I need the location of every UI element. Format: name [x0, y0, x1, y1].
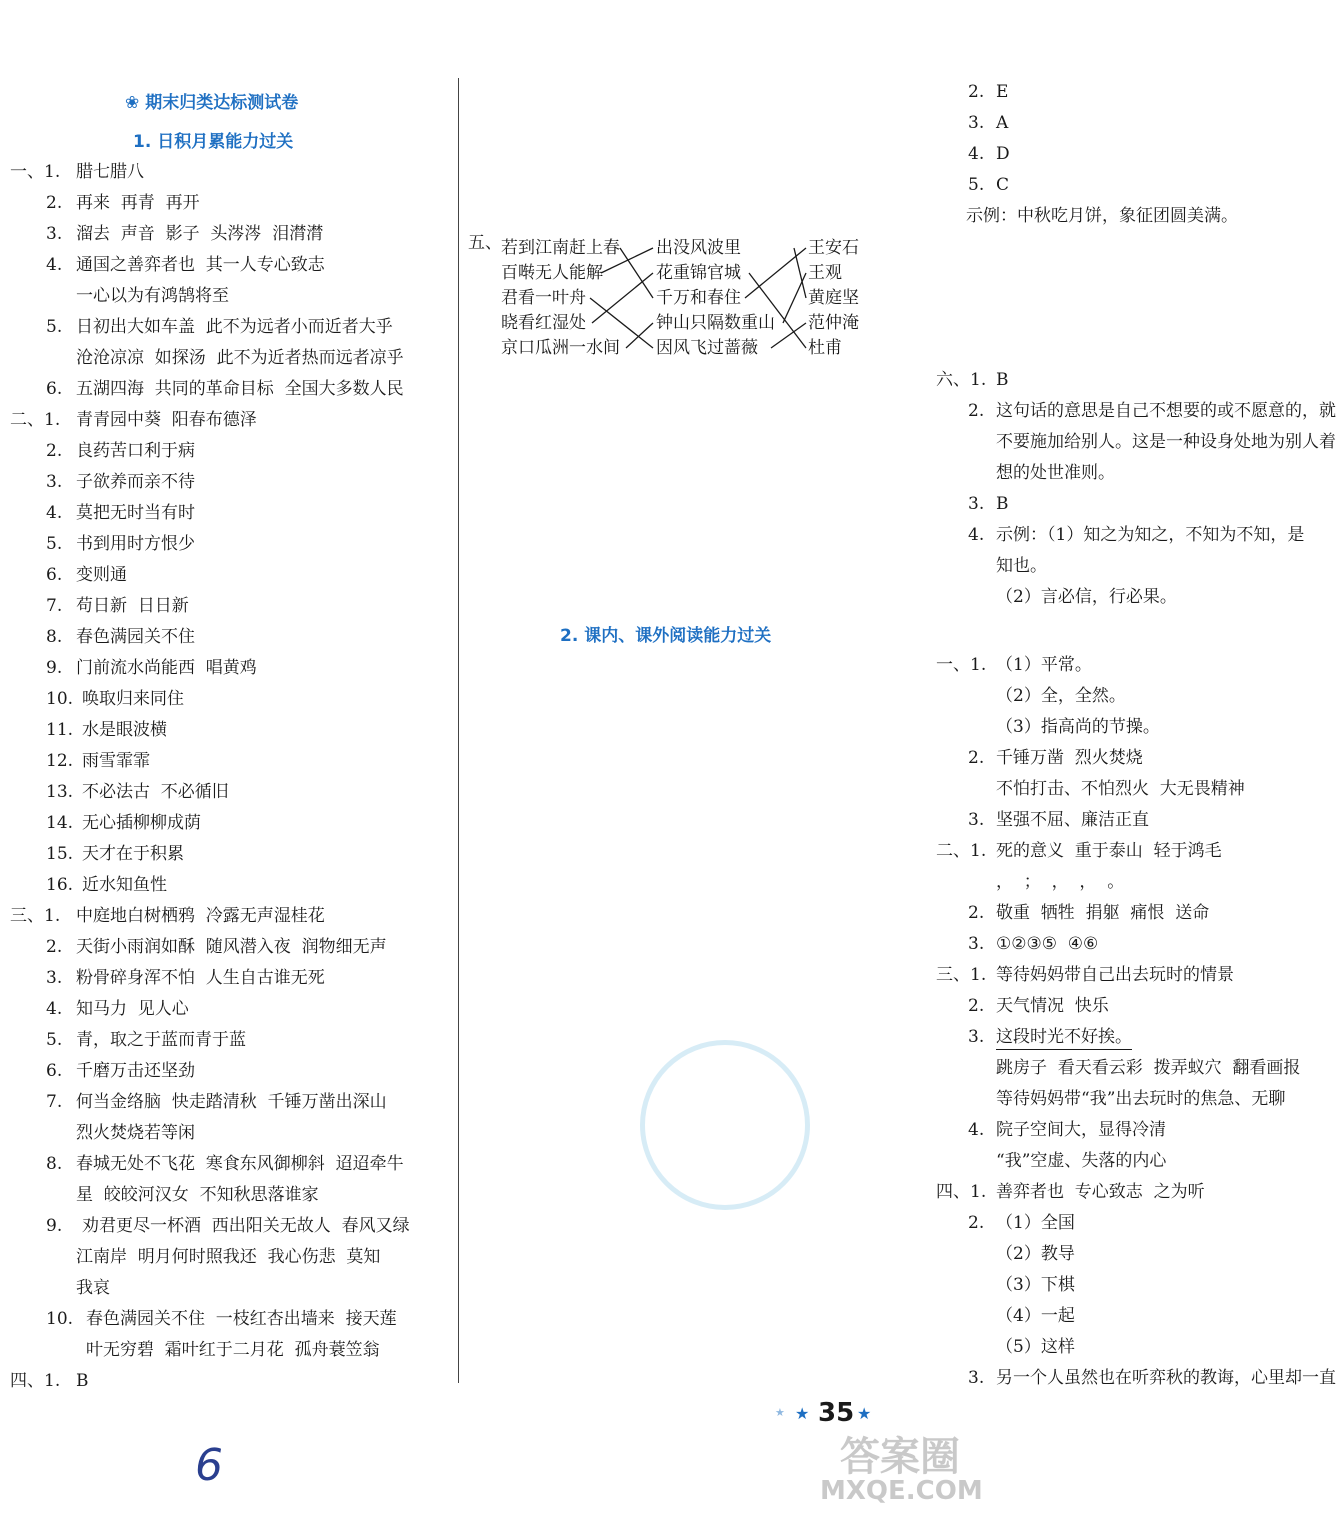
match-left-item: 若到江南赶上春: [501, 238, 620, 258]
item-label: 六、1.: [936, 370, 987, 390]
matching-prefix: 五、: [468, 233, 502, 253]
answer-text: （1）平常。: [996, 655, 1092, 675]
section-heading-1: 1. 日积月累能力过关: [133, 132, 294, 152]
answer-text: 莫把无时当有时: [76, 503, 195, 523]
item-label: 3.: [968, 113, 985, 133]
answer-text: 不必法古 不必循旧: [82, 782, 229, 802]
match-left-item: 京口瓜洲一水间: [501, 338, 620, 358]
answer-text: B: [996, 494, 1009, 514]
item-label: 4.: [968, 525, 985, 545]
answer-text: 知也。: [996, 556, 1047, 576]
item-label: 4.: [968, 1120, 985, 1140]
match-right-item: 黄庭坚: [808, 288, 859, 308]
item-label: 三、1.: [936, 965, 987, 985]
match-middle-item: 因风飞过蔷薇: [656, 338, 758, 358]
page-number: 35: [818, 1398, 855, 1428]
item-label: 7.: [46, 1092, 63, 1112]
answer-text: 苟日新 日日新: [76, 596, 189, 616]
item-label: 9.: [46, 658, 63, 678]
answer-text: E: [996, 82, 1009, 102]
item-label: 2.: [46, 193, 63, 213]
match-right-item: 王安石: [808, 238, 859, 258]
answer-text: A: [996, 113, 1009, 133]
item-label: 一、1.: [10, 162, 61, 182]
matching-exercise: [468, 228, 1000, 358]
answer-text: 何当金络脑 快走踏清秋 千锤万凿出深山: [76, 1092, 387, 1112]
answer-text: 近水知鱼性: [82, 875, 167, 895]
answer-text: ， ； ， ， 。: [996, 872, 1125, 892]
item-label: 2.: [968, 996, 985, 1016]
answer-text: 不要施加给别人。这是一种设身处地为别人着: [996, 432, 1336, 452]
item-label: 3.: [46, 968, 63, 988]
match-right-item: 杜甫: [808, 338, 842, 358]
item-label: 3.: [968, 1368, 985, 1388]
item-label: 4.: [46, 255, 63, 275]
item-label: 2.: [968, 748, 985, 768]
item-label: 13.: [46, 782, 74, 802]
answer-text: （4）一起: [996, 1306, 1075, 1326]
answer-text: 青，取之于蓝而青于蓝: [76, 1030, 246, 1050]
item-label: 6.: [46, 1061, 63, 1081]
item-label: 二、1.: [10, 410, 61, 430]
answer-text: （2）全，全然。: [996, 686, 1126, 706]
item-label: 2.: [968, 1213, 985, 1233]
answer-text: 五湖四海 共同的革命目标 全国大多数人民: [76, 379, 404, 399]
answer-text: “我”空虚、失落的内心: [996, 1151, 1167, 1171]
handwritten-note: 6: [195, 1440, 223, 1491]
answer-text: 春色满园关不住: [76, 627, 195, 647]
answer-text: 一心以为有鸿鹄将至: [76, 286, 229, 306]
answer-text: 腊七腊八: [76, 162, 144, 182]
answer-text: （1）全国: [996, 1213, 1075, 1233]
answer-text: 坚强不屈、廉洁正直: [996, 810, 1149, 830]
answer-text: B: [996, 370, 1009, 390]
match-right-item: 范仲淹: [808, 313, 859, 333]
item-label: 3.: [46, 472, 63, 492]
answer-text: C: [996, 175, 1010, 195]
match-middle-item: 千万和春住: [656, 288, 741, 308]
answer-text: D: [996, 144, 1010, 164]
answer-text: 中庭地白树栖鸦 冷露无声湿桂花: [76, 906, 325, 926]
item-label: 15.: [46, 844, 74, 864]
answer-text: 良药苦口利于病: [76, 441, 195, 461]
answer-text: 千磨万击还坚劲: [76, 1061, 195, 1081]
item-label: 2.: [968, 903, 985, 923]
section-heading-2: 2. 课内、课外阅读能力过关: [560, 626, 772, 646]
answer-text: 唤取归来同住: [82, 689, 184, 709]
match-middle-item: 钟山只隔数重山: [656, 313, 775, 333]
answer-text: 变则通: [76, 565, 127, 585]
answer-text: 天才在于积累: [82, 844, 184, 864]
match-middle-item: 花重锦官城: [656, 263, 741, 283]
item-label: 5.: [968, 175, 985, 195]
item-label: 3.: [968, 1027, 985, 1047]
item-label: 3.: [968, 494, 985, 514]
star-icon: ★: [775, 1406, 785, 1419]
item-label: 8.: [46, 627, 63, 647]
item-label: 10.: [46, 1309, 74, 1329]
item-label: 5.: [46, 1030, 63, 1050]
answer-text: （3）指高尚的节操。: [996, 717, 1160, 737]
item-label: 11.: [46, 720, 74, 740]
item-label: 2.: [968, 82, 985, 102]
answer-text: 示例：（1）知之为知之，不知为不知，是: [996, 525, 1305, 545]
answer-text: （5）这样: [996, 1337, 1075, 1357]
answer-text: 春城无处不飞花 寒食东风御柳斜 迢迢牵牛: [76, 1154, 404, 1174]
answer-text: 千锤万凿 烈火焚烧: [996, 748, 1143, 768]
answer-text: 子欲养而亲不待: [76, 472, 195, 492]
item-label: 3.: [46, 224, 63, 244]
item-label: 四、1.: [936, 1182, 987, 1202]
answer-text: 我哀: [76, 1278, 110, 1298]
answer-text: 知马力 见人心: [76, 999, 189, 1019]
answer-text: 春色满园关不住 一枝红杏出墙来 接天莲: [86, 1309, 397, 1329]
item-label: 8.: [46, 1154, 63, 1174]
answer-text: 门前流水尚能西 唱黄鸡: [76, 658, 257, 678]
watermark-url: MXQE.COM: [820, 1476, 983, 1506]
answer-text: （2）言必信，行必果。: [996, 587, 1177, 607]
answer-text: 等待妈妈带自己出去玩时的情景: [996, 965, 1234, 985]
answer-text: 天街小雨润如酥 随风潜入夜 润物细无声: [76, 937, 387, 957]
answer-text: 水是眼波横: [82, 720, 167, 740]
exam-title-text: 期末归类达标测试卷: [145, 93, 299, 113]
answer-text: 江南岸 明月何时照我还 我心伤悲 莫知: [76, 1247, 381, 1267]
answer-text: 雨雪霏霏: [82, 751, 150, 771]
item-label: 3.: [968, 934, 985, 954]
item-label: 4.: [46, 999, 63, 1019]
item-label: 5.: [46, 317, 63, 337]
match-left-item: 百啭无人能解: [501, 263, 603, 283]
match-middle-item: 出没风波里: [656, 238, 741, 258]
item-label: 14.: [46, 813, 74, 833]
item-label: 一、1.: [936, 655, 987, 675]
item-label: 6.: [46, 565, 63, 585]
item-label: 9.: [46, 1216, 63, 1236]
answer-text: 跳房子 看天看云彩 拨弄蚁穴 翻看画报: [996, 1058, 1301, 1078]
answer-text: 这段时光不好挨。: [996, 1025, 1132, 1050]
item-label: 二、1.: [936, 841, 987, 861]
answer-text: 敬重 牺牲 捐躯 痛恨 送命: [996, 903, 1210, 923]
item-label: 4.: [968, 144, 985, 164]
item-label: 2.: [46, 937, 63, 957]
answer-text: 日初出大如车盖 此不为远者小而近者大乎: [76, 317, 393, 337]
answer-text: 粉骨碎身浑不怕 人生自古谁无死: [76, 968, 325, 988]
item-label: 5.: [46, 534, 63, 554]
answer-text: 院子空间大，显得冷清: [996, 1120, 1166, 1140]
item-label: 7.: [46, 596, 63, 616]
item-label: 3.: [968, 810, 985, 830]
watermark-logo: 答案圈: [840, 1434, 960, 1480]
item-label: 2.: [46, 441, 63, 461]
item-label: 10.: [46, 689, 74, 709]
item-label: 12.: [46, 751, 74, 771]
match-right-item: 王观: [808, 263, 842, 283]
star-icon: ★: [857, 1404, 872, 1423]
answer-text: 示例：中秋吃月饼，象征团圆美满。: [966, 206, 1238, 226]
item-label: 4.: [46, 503, 63, 523]
answer-text: 等待妈妈带“我”出去玩时的焦急、无聊: [996, 1089, 1286, 1109]
answer-text: 死的意义 重于泰山 轻于鸿毛: [996, 841, 1222, 861]
answer-text: 这句话的意思是自己不想要的或不愿意的，就: [996, 401, 1336, 421]
answer-text: 溜去 声音 影子 头涔涔 泪潸潸: [76, 224, 324, 244]
column-divider: [458, 78, 459, 1383]
item-label: 2.: [968, 401, 985, 421]
answer-text: 想的处世准则。: [996, 463, 1115, 483]
match-left-item: 君看一叶舟: [501, 288, 586, 308]
answer-text: ①②③⑤ ④⑥: [996, 934, 1099, 954]
answer-text: 星 皎皎河汉女 不知秋思落谁家: [76, 1185, 319, 1205]
item-label: 16.: [46, 875, 74, 895]
stamp-circle: [640, 1040, 810, 1210]
answer-text: 书到用时方恨少: [76, 534, 195, 554]
item-label: 6.: [46, 379, 63, 399]
answer-text: 沧沧凉凉 如探汤 此不为近者热而远者凉乎: [76, 348, 404, 368]
answer-text: 烈火焚烧若等闲: [76, 1123, 195, 1143]
answer-text: 善弈者也 专心致志 之为听: [996, 1182, 1205, 1202]
answer-text: 天气情况 快乐: [996, 996, 1109, 1016]
answer-text: 青青园中葵 阳春布德泽: [76, 410, 257, 430]
item-label: 四、1.: [10, 1371, 61, 1391]
answer-text: 不怕打击、不怕烈火 大无畏精神: [996, 779, 1245, 799]
answer-text: （2）教导: [996, 1244, 1075, 1264]
answer-text: 再来 再青 再开: [76, 193, 200, 213]
answer-text: 无心插柳柳成荫: [82, 813, 201, 833]
answer-text: 另一个人虽然也在听弈秋的教诲，心里却一直: [996, 1368, 1336, 1388]
exam-title: [125, 88, 298, 113]
match-left-item: 晓看红湿处: [501, 313, 586, 333]
answer-text: 劝君更尽一杯酒 西出阳关无故人 春风又绿: [82, 1216, 410, 1236]
answer-text: （3）下棋: [996, 1275, 1075, 1295]
star-icon: ★: [795, 1404, 810, 1423]
paw-icon: ❀: [125, 93, 140, 113]
answer-text: 叶无穷碧 霜叶红于二月花 孤舟蓑笠翁: [86, 1340, 380, 1360]
item-label: 三、1.: [10, 906, 61, 926]
answer-text: 通国之善弈者也 其一人专心致志: [76, 255, 325, 275]
answer-text: B: [76, 1371, 89, 1391]
